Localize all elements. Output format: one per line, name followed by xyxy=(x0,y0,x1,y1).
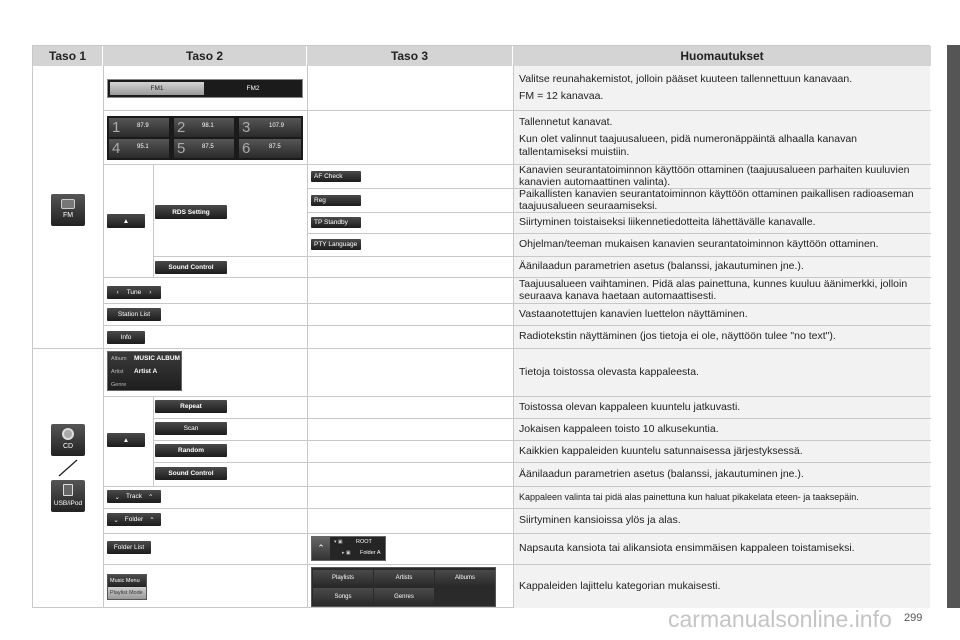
chevron-down-icon: ⌄ xyxy=(114,493,120,501)
note-music-menu: Kappaleiden lajittelu kategorian mukaisesti. xyxy=(519,579,721,592)
page-edge-bar xyxy=(947,45,960,608)
root-folder[interactable]: ROOT xyxy=(356,539,372,545)
usb-ipod-icon xyxy=(63,484,73,496)
artists-button[interactable]: Artists xyxy=(374,570,434,586)
folder-tree-panel xyxy=(311,536,386,561)
folder-a[interactable]: Folder A xyxy=(360,550,381,556)
random-button[interactable]: Random xyxy=(155,444,227,457)
albums-button[interactable]: Albums xyxy=(435,570,495,586)
page-number: 299 xyxy=(904,612,923,624)
note-track: Kappaleen valinta tai pidä alas painettuna kun haluat pikakelata eteen- ja taaksepäin. xyxy=(519,491,859,502)
feature-table xyxy=(32,45,930,608)
note-reg: Paikallisten kanavien seurantatoiminnon käyttöön ottaminen paikallisen radioaseman taajuusalueen seuraamiseksi. xyxy=(519,188,914,212)
repeat-button[interactable]: Repeat xyxy=(155,400,227,413)
triangle-up-icon: ▲ xyxy=(122,436,130,444)
note-sound-control-fm: Äänilaadun parametrien asetus (balanssi, jakautuminen jne.). xyxy=(519,260,804,272)
note-presets: Tallennetut kanavat. Kun olet valinnut taajuusalueen, pidä numeronäppäintä alhaalla kanavan tallentamiseksi muistiin. xyxy=(519,115,858,158)
reg-button[interactable]: Reg xyxy=(311,195,361,206)
category-panel xyxy=(311,567,496,607)
preset-4[interactable]: 4 95.1 xyxy=(109,139,169,158)
music-menu-button[interactable]: Music Menu xyxy=(108,575,146,587)
disc-icon xyxy=(62,428,74,440)
folder-label: Folder xyxy=(124,516,144,523)
chevron-up-icon: ⌃ xyxy=(149,516,155,524)
rds-setting-button[interactable]: RDS Setting xyxy=(155,205,227,219)
preset-3[interactable]: 3 107.9 xyxy=(239,118,301,137)
slash-separator xyxy=(55,458,81,478)
genres-button[interactable]: Genres xyxy=(374,588,434,605)
preset-5[interactable]: 5 87.5 xyxy=(174,139,234,158)
header-level-3: Taso 3 xyxy=(307,46,513,66)
sound-control-button-fm[interactable]: Sound Control xyxy=(155,261,227,274)
tune-label: Tune xyxy=(126,289,142,296)
folder-icon: ▸ ▣ xyxy=(342,550,351,556)
artist-label: Artist xyxy=(111,369,124,375)
note-pty-language: Ohjelman/teeman mukaisen kanavien seurantatoiminnon käyttöön ottaminen. xyxy=(519,238,879,250)
preset-grid xyxy=(107,116,303,160)
note-repeat: Toistossa olevan kappaleen kuuntelu jatkuvasti. xyxy=(519,400,741,413)
note-fm-bands: Valitse reunahakemistot, jolloin pääset kuuteen tallennettuun kanavaan. FM = 12 kanavaa. xyxy=(519,73,853,102)
music-menu-panel xyxy=(107,574,147,600)
folder-list-button[interactable]: Folder List xyxy=(107,541,151,554)
note-tp-standby: Siirtyminen toistaiseksi liikennetiedotteita lähettävälle kanavalle. xyxy=(519,216,816,228)
note-af-check: Kanavien seurantatoiminnon käyttöön ottaminen (taajuusalueen parhaiten kuuluvien kanavien automaattinen valinta). xyxy=(519,164,910,188)
fm-options-button[interactable] xyxy=(107,214,145,228)
chevron-down-icon: ⌄ xyxy=(113,516,119,524)
note-sound-control-cd: Äänilaadun parametrien asetus (balanssi, jakautuminen jne.). xyxy=(519,467,804,480)
tp-standby-button[interactable]: TP Standby xyxy=(311,217,361,228)
album-info-panel xyxy=(107,351,182,391)
playlist-mode-button[interactable]: Playlist Mode xyxy=(108,587,146,599)
note-folder-list: Napsauta kansiota tai alikansiota ensimmäisen kappaleen toistamiseksi. xyxy=(519,542,855,554)
chevron-up-icon: ⌃ xyxy=(148,493,154,501)
usb-source-button[interactable] xyxy=(51,480,85,512)
album-label: Album xyxy=(111,356,127,362)
artist-value: Artist A xyxy=(134,368,158,375)
chevron-right-icon: › xyxy=(149,289,152,296)
note-station-list: Vastaanotettujen kanavien luettelon näyttäminen. xyxy=(519,307,748,320)
watermark: carmanualsonline.info xyxy=(668,606,892,632)
note-tune: Taajuusalueen vaihtaminen. Pidä alas painettuna, kunnes kuuluu äänimerkki, jolloin seuraava kanava haetaan automaattisesti. xyxy=(519,278,908,302)
fm1-tab[interactable]: FM1 xyxy=(110,82,204,95)
station-list-button[interactable]: Station List xyxy=(107,308,161,321)
scan-button[interactable]: Scan xyxy=(155,422,227,435)
fm-source-label: FM xyxy=(62,212,74,219)
cd-options-button[interactable] xyxy=(107,433,145,447)
track-label: Track xyxy=(125,493,142,500)
header-level-2: Taso 2 xyxy=(103,46,307,66)
preset-1[interactable]: 1 87.9 xyxy=(109,118,169,137)
folder-button[interactable] xyxy=(107,513,161,526)
triangle-up-icon: ▲ xyxy=(122,217,130,225)
af-check-button[interactable]: AF Check xyxy=(311,171,361,182)
header-level-1: Taso 1 xyxy=(33,46,103,66)
songs-button[interactable]: Songs xyxy=(313,588,373,605)
sound-control-button-cd[interactable]: Sound Control xyxy=(155,467,227,480)
album-value: MUSIC ALBUM xyxy=(134,355,180,362)
note-scan: Jokaisen kappaleen toisto 10 alkusekuntia. xyxy=(519,422,719,435)
note-info: Radiotekstin näyttäminen (jos tietoja ei ole, näyttöön tulee "no text"). xyxy=(519,330,836,342)
info-button[interactable]: Info xyxy=(107,331,145,344)
playlists-button[interactable]: Playlists xyxy=(313,570,373,586)
fm-source-button[interactable] xyxy=(51,194,85,226)
cd-source-button[interactable] xyxy=(51,424,85,456)
preset-2[interactable]: 2 98.1 xyxy=(174,118,234,137)
folder-icon: ▾ ▣ xyxy=(334,539,343,545)
track-button[interactable] xyxy=(107,490,161,503)
preset-6[interactable]: 6 87.5 xyxy=(239,139,301,158)
fm2-tab[interactable]: FM2 xyxy=(246,85,260,92)
note-track-info: Tietoja toistossa olevasta kappaleesta. xyxy=(519,365,699,378)
cd-source-label: CD xyxy=(62,443,74,450)
usb-source-label: USB/iPod xyxy=(53,500,83,507)
genre-label: Genre xyxy=(111,382,127,388)
tune-button[interactable] xyxy=(107,286,161,299)
radio-icon xyxy=(61,199,75,209)
chevron-left-icon: ‹ xyxy=(116,289,119,296)
pty-language-button[interactable]: PTY Language xyxy=(311,239,361,250)
note-random: Kaikkien kappaleiden kuuntelu satunnaisessa järjestyksessä. xyxy=(519,444,803,457)
fm-band-selector[interactable] xyxy=(107,79,303,98)
note-folder: Siirtyminen kansioissa ylös ja alas. xyxy=(519,514,681,526)
folder-up-button[interactable] xyxy=(312,537,330,560)
chevron-up-icon: ⌃ xyxy=(317,543,325,553)
header-notes: Huomautukset xyxy=(513,46,931,66)
